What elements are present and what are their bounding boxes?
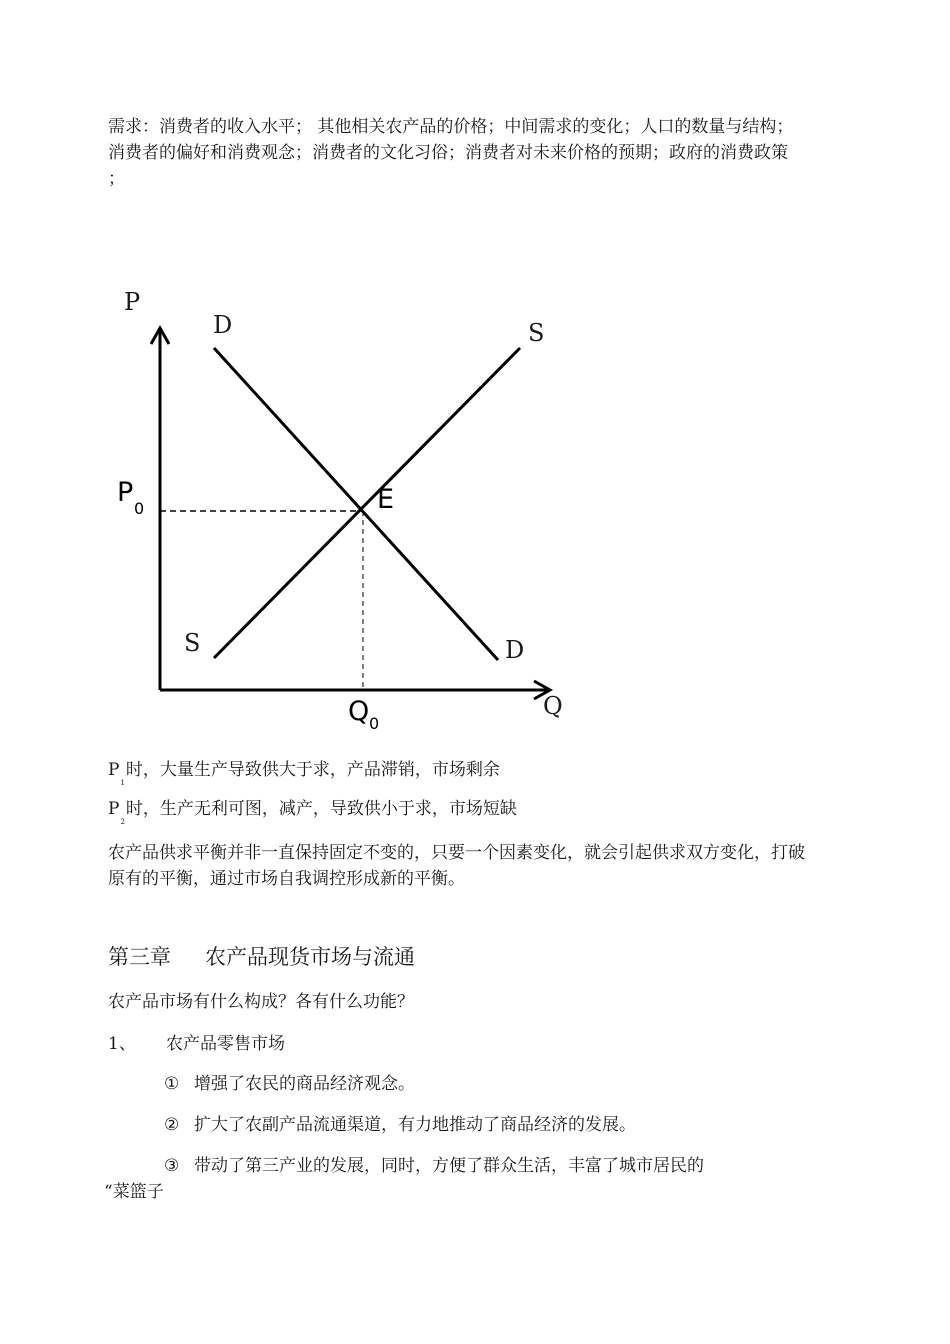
q0-label: Q — [348, 696, 370, 727]
chapter-number: 第三章 — [108, 945, 171, 969]
supply-top-label: S — [528, 319, 545, 347]
p0-label: P — [117, 477, 134, 508]
p-axis-label: P — [124, 288, 141, 316]
p1-subscript: 1 — [120, 779, 125, 787]
function-item-3-continuation: “菜篮子 — [104, 1182, 164, 1202]
function-marker: ③ — [164, 1156, 180, 1176]
equilibrium-label: E — [377, 484, 395, 515]
p2-statement — [108, 797, 517, 824]
p0-subscript: 0 — [134, 499, 145, 518]
function-marker: ② — [164, 1115, 180, 1135]
p1-variable: P — [108, 760, 120, 780]
section-question: 农产品市场有什么构成？各有什么功能？ — [108, 992, 414, 1012]
item-number: 1、 — [108, 1034, 136, 1054]
q0-subscript: 0 — [369, 714, 380, 733]
list-item-retail-market — [108, 1032, 285, 1056]
balance-paragraph: 农产品供求平衡并非一直保持固定不变的，只要一个因素变化，就会引起供求双方变化，打破原有的平衡，通过市场自我调控形成新的平衡。 — [108, 843, 805, 889]
supply-curve — [214, 348, 520, 658]
intro-paragraph: 需求：消费者的收入水平； 其他相关农产品的价格；中间需求的变化；人口的数量与结构；消费者的偏好和消费观念；消费者的文化习俗；消费者对未来价格的预期；政府的消费政策 ； — [108, 117, 794, 189]
function-item-3 — [164, 1154, 704, 1178]
p2-text: 时，生产无利可图，减产，导致供小于求，市场短缺 — [125, 799, 517, 819]
p1-text: 时，大量生产导致供大于求，产品滞销，市场剩余 — [125, 760, 500, 780]
function-item-1 — [164, 1072, 415, 1096]
supply-bottom-label: S — [184, 629, 201, 657]
function-text: 增强了农民的商品经济观念。 — [194, 1074, 415, 1094]
supply-demand-diagram — [100, 278, 580, 740]
item-title: 农产品零售市场 — [166, 1034, 285, 1054]
function-text: 带动了第三产业的发展，同时，方便了群众生活，丰富了城市居民的 — [194, 1156, 704, 1176]
demand-top-label: D — [213, 311, 233, 339]
p2-subscript: 2 — [120, 818, 125, 826]
chapter-heading — [108, 943, 415, 971]
function-marker: ① — [164, 1074, 180, 1094]
q-axis-label: Q — [543, 692, 563, 720]
p2-variable: P — [108, 799, 120, 819]
chapter-title: 农产品现货市场与流通 — [205, 945, 415, 969]
p1-statement — [108, 758, 500, 785]
demand-bottom-label: D — [505, 636, 525, 664]
function-text: 扩大了农副产品流通渠道，有力地推动了商品经济的发展。 — [194, 1115, 636, 1135]
function-item-2 — [164, 1113, 636, 1137]
